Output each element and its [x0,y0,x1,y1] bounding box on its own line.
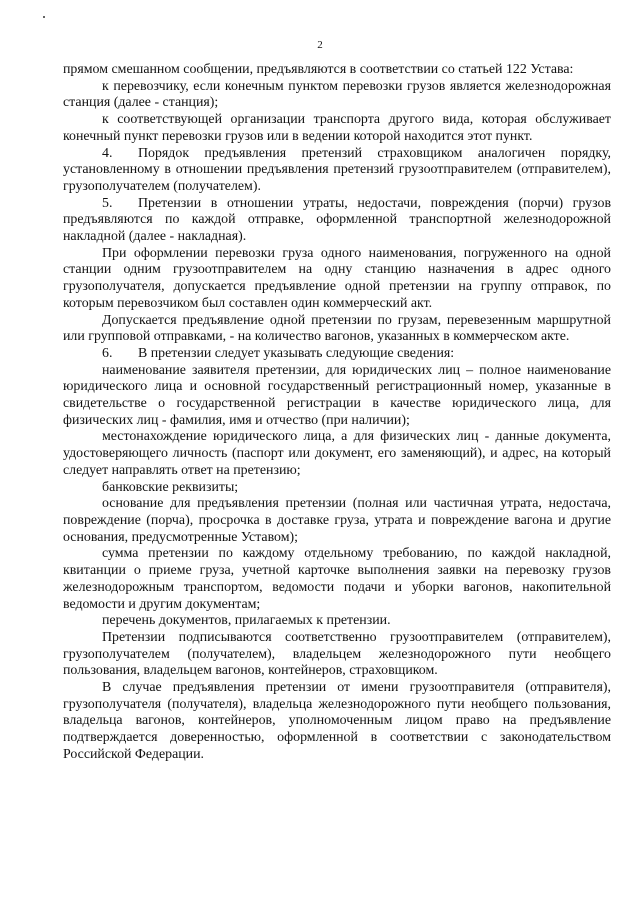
paragraph-to-other-transport: к соответствующей организации транспорта другого вида, которая обслуживает конечный пункт перевозки грузов или в ведении которой находится этот пункт. [63,112,611,144]
paragraph-to-carrier: к перевозчику, если конечным пунктом перевозки грузов является железнодорожная станция (далее - станция); [63,78,611,111]
scan-speck [43,16,45,18]
document-body [63,62,611,764]
paragraph-item-6: 6. В претензии следует указывать следующие сведения: [102,345,455,361]
paragraph-grounds: основание для предъявления претензии (полная или частичная утрата, недостача, повреждение (порча), просрочка в доставке груза, утрата и повреждение вагона и другие основания, предусмотренные Уставом); [63,496,611,545]
paragraph-bank-details: банковские реквизиты; [102,479,239,495]
paragraph-intro-continuation: прямом смешанном сообщении, предъявляются в соответствии со статьей 122 Устава: [63,62,574,77]
paragraph-item-5: 5. Претензии в отношении утраты, недостачи, повреждения (порчи) грузов предъявляются по каждой отправке, оформленной транспортной железнодорожной накладной (далее - накладная). [63,195,611,245]
item-number: 6. [102,345,113,361]
paragraph-route-shipment: Допускается предъявление одной претензии по грузам, перевезенным маршрутной или групповой отправками, - на количество вагонов, указанных в коммерческом акте. [63,312,611,345]
item-number: 5. [102,195,113,211]
page-number: 2 [317,39,323,51]
paragraph-documents-list: перечень документов, прилагаемых к претензии. [102,613,391,629]
paragraph-signatures: Претензии подписываются соответственно грузоотправителем (отправителем), грузополучателем (получателем), владельцем железнодорожного пути необщего пользования, владельцем вагонов, контейнеров, страховщиком. [63,629,611,679]
paragraph-item-4: 4. Порядок предъявления претензий страховщиком аналогичен порядку, установленному в отношении предъявления претензий грузоотправителем (отправителем), грузополучателем (получателем). [63,145,611,194]
paragraph-power-of-attorney: В случае предъявления претензии от имени грузоотправителя (отправителя), грузополучателя (получателя), владельца железнодорожного пути необщего пользования, владельца вагонов, контейнеров, уполномоченным лицом право на предъявление подтверждается доверенностью, оформленной в соответствии с законодательством Российской Федерации. [63,680,611,762]
item-number: 4. [102,145,113,161]
paragraph-claim-amount: сумма претензии по каждому отдельному требованию, по каждой накладной, квитанции о приеме груза, учетной карточке выполнения заявки на перевозку грузов железнодорожным транспортом, ведомости подачи и уборки вагонов, накопительной ведомости и другим документам; [63,546,611,612]
paragraph-group-shipment: При оформлении перевозки груза одного наименования, погруженного на одной станции одним грузоотправителем на одну станцию назначения в адрес одного грузополучателя, допускается предъявление одной претензии на группу отправок, по которым перевозчиком был составлен один коммерческий акт. [63,245,611,311]
paragraph-location: местонахождение юридического лица, а для физических лиц - данные документа, удостоверяющего личность (паспорт или документ, его заменяющий), и адрес, на который следует направлять ответ на претензию; [63,429,611,478]
paragraph-claimant-name: наименование заявителя претензии, для юридических лиц – полное наименование юридического лица и основной государственный регистрационный номер, указанные в свидетельстве о государственной регистрации в качестве юридического лица, для физических лиц - фамилия, имя и отчество (при наличии); [63,362,611,428]
